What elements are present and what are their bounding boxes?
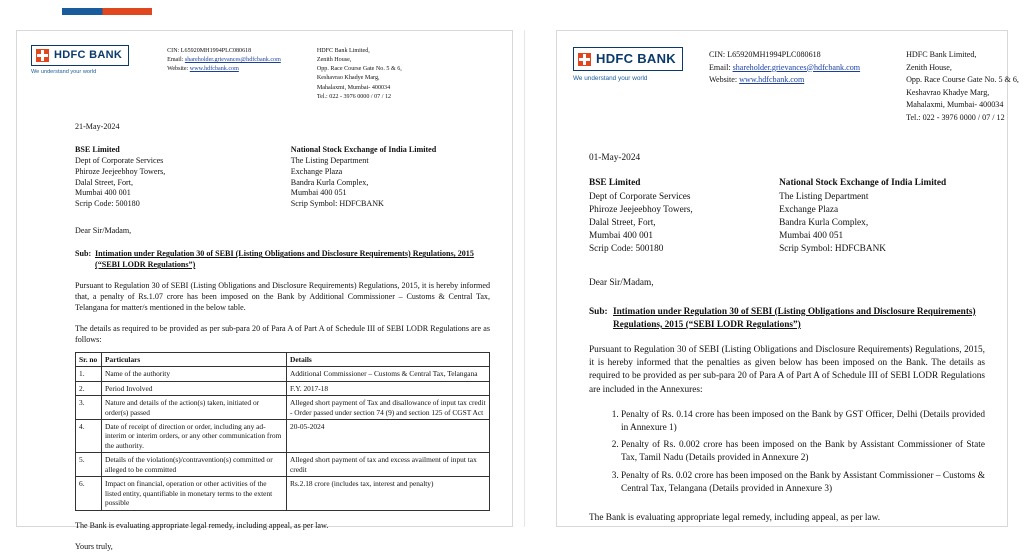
sign-off: Yours truly,: [75, 541, 113, 551]
addressee-left-name: BSE Limited: [589, 178, 641, 189]
table-row: [76, 367, 490, 381]
cell-details: Alleged short payment of tax and excess availment of input tax credit: [287, 453, 490, 477]
address-line: Mahalaxmi, Mumbai- 400034: [906, 100, 1004, 110]
website-line: [709, 74, 860, 87]
addressee-block: [589, 177, 985, 256]
address-line: Zenith House,: [316, 57, 352, 64]
letterhead-right: [557, 31, 1019, 124]
list-item: 2. Penalty of Rs. 0.002 crore has been imposed on the Bank by Assistant Commissioner of State Tax, Tamil Nadu (Details provided in Annexure 2): [621, 439, 985, 465]
website-label: Website:: [708, 75, 738, 85]
col-header-details: Details: [287, 352, 490, 366]
paragraph-2: The details as required to be provided as per sub-para 20 of Para A of Part A of Schedule III of SEBI LODR Regulations are as follows:: [75, 323, 490, 344]
addressee-left-line: Dept of Corporate Services: [75, 155, 164, 165]
cell-details: Rs.2.18 crore (includes tax, interest and penalty): [287, 477, 490, 510]
subject-line-2: (“SEBI LODR Regulations”): [95, 260, 196, 270]
top-accent-bar: [62, 8, 152, 15]
letterhead-address: [317, 45, 402, 102]
cell-particulars: Details of the violation(s)/contravention(s) committed or alleged to be committed: [102, 453, 287, 477]
hdfc-logo: [31, 45, 129, 76]
list-item: 1. Penalty of Rs. 0.14 crore has been imposed on the Bank by GST Officer, Delhi (Details provided in Annexure 1): [621, 409, 985, 435]
address-line: Tel.: 022 - 3976 0000 / 07 / 12: [906, 112, 1005, 122]
table-header-row: [76, 352, 490, 366]
email-link[interactable]: shareholder.grievances@hdfcbank.com: [184, 57, 281, 64]
cell-particulars: Period Involved: [102, 381, 287, 395]
details-table: [75, 352, 490, 511]
addressee-block: [75, 145, 490, 211]
scrip-code: Scrip Code: 500180: [589, 244, 664, 255]
email-label: Email:: [708, 62, 731, 72]
letterhead-left: [17, 31, 512, 102]
paragraph-1: Pursuant to Regulation 30 of SEBI (Listing Obligations and Disclosure Requirements) Regulations, 2015, it is hereby informed that the penalties as given below has been imposed on the Bank. The details as required to be provided as per sub-para 20 of Para A of Part A of Schedule III of SEBI LODR Regulations are included in the Annexures:: [589, 345, 985, 395]
addressee-right-line: Bandra Kurla Complex,: [779, 217, 869, 228]
letterhead-contact: [709, 47, 860, 87]
cell-particulars: Impact on financial, operation or other activities of the listed entity, quantifiable in monetary terms to the extent possible: [102, 477, 287, 510]
addressee-right-line: Mumbai 400 051: [290, 188, 347, 198]
addressee-left-line: Mumbai 400 001: [75, 188, 131, 198]
letter-date: 21-May-2024: [75, 121, 120, 131]
cell-sr: 1.: [76, 367, 102, 381]
subject-block: [589, 306, 985, 332]
hdfc-logo: [573, 47, 683, 84]
letter-date: 01-May-2024: [589, 153, 641, 164]
cell-sr: 6.: [76, 477, 102, 510]
addressee-right-name: National Stock Exchange of India Limited: [779, 178, 947, 189]
pane-divider: [524, 30, 525, 527]
subject-label: Sub:: [75, 249, 92, 259]
scrip-symbol: Scrip Symbol: HDFCBANK: [290, 199, 384, 209]
col-header-sr: Sr. no: [76, 352, 102, 366]
addressee-right-name: National Stock Exchange of India Limited: [290, 144, 437, 154]
addressee-right-line: The Listing Department: [290, 155, 369, 165]
brand-tagline: We understand your world: [31, 68, 97, 75]
address-line: Opp. Race Course Gate No. 5 & 6,: [906, 75, 1019, 85]
letterhead-address: [906, 47, 1019, 124]
closing-paragraph: The Bank is evaluating appropriate legal remedy, including appeal, as per law.: [75, 520, 329, 530]
address-line: HDFC Bank Limited,: [316, 48, 370, 54]
subject-line-1: Intimation under Regulation 30 of SEBI (Listing Obligations and Disclosure Requirements): [613, 306, 976, 317]
salutation: Dear Sir/Madam,: [589, 277, 654, 288]
table-row: [76, 477, 490, 510]
table-row: [76, 453, 490, 477]
cell-details: Additional Commissioner – Customs & Central Tax, Telangana: [287, 367, 490, 381]
cell-sr: 3.: [76, 396, 102, 420]
cell-particulars: Nature and details of the action(s) taken, initiated or order(s) passed: [102, 396, 287, 420]
website-label: Website:: [167, 66, 189, 73]
cell-sr: 4.: [76, 420, 102, 453]
addressee-left-line: Dalal Street, Fort,: [589, 217, 656, 228]
cell-details: 20-05-2024: [287, 420, 490, 453]
cell-particulars: Date of receipt of direction or order, including any ad-interim or interim orders, or any other communication from the authority.: [102, 420, 287, 453]
addressee-left-line: Phiroze Jeejeebhoy Towers,: [75, 166, 166, 176]
addressee-left-line: Phiroze Jeejeebhoy Towers,: [589, 204, 693, 215]
table-row: [76, 396, 490, 420]
address-line: Zenith House,: [906, 62, 952, 72]
website-line: [167, 65, 281, 74]
salutation: Dear Sir/Madam,: [75, 226, 132, 236]
table-row: [76, 381, 490, 395]
cell-sr: 2.: [76, 381, 102, 395]
hdfc-logo-icon: [578, 53, 591, 66]
annexure-list: [589, 409, 985, 496]
subject-line-1: Intimation under Regulation 30 of SEBI (Listing Obligations and Disclosure Requirements) Regulations, 2015: [95, 249, 474, 259]
subject-block: [75, 249, 490, 271]
address-line: HDFC Bank Limited,: [906, 50, 977, 59]
table-row: [76, 420, 490, 453]
address-line: Tel.: 022 - 3976 0000 / 07 / 12: [316, 93, 392, 100]
website-link[interactable]: www.hdfcbank.com: [739, 75, 805, 85]
col-header-particulars: Particulars: [102, 352, 287, 366]
email-line: [167, 56, 281, 65]
closing-paragraph: The Bank is evaluating appropriate legal remedy, including appeal, as per law.: [589, 512, 881, 523]
address-line: Keshavrao Khadye Marg,: [316, 75, 380, 82]
addressee-right-line: Bandra Kurla Complex,: [290, 177, 369, 187]
document-right[interactable]: [556, 30, 1019, 527]
cell-sr: 5.: [76, 453, 102, 477]
scrip-symbol: Scrip Symbol: HDFCBANK: [779, 244, 887, 255]
addressee-right-line: The Listing Department: [779, 191, 869, 202]
address-line: Opp. Race Course Gate No. 5 & 6,: [316, 66, 402, 73]
addressee-left-line: Dalal Street, Fort,: [75, 177, 133, 187]
email-line: [709, 62, 860, 75]
subject-label: Sub:: [589, 306, 608, 317]
addressee-left-name: BSE Limited: [75, 144, 120, 154]
list-item: 3. Penalty of Rs. 0.02 crore has been imposed on the Bank by Assistant Commissioner – Customs & Central Tax, Telangana (Details provided in Annexure 3): [621, 470, 985, 496]
subject-line-2: Regulations, 2015 (“SEBI LODR Regulations”): [613, 319, 801, 330]
website-link[interactable]: www.hdfcbank.com: [189, 66, 239, 73]
brand-name: HDFC BANK: [596, 51, 676, 66]
brand-tagline: We understand your world: [573, 75, 648, 83]
addressee-right-line: Exchange Plaza: [779, 204, 839, 215]
address-line: Mahalaxmi, Mumbai- 400034: [316, 84, 391, 91]
brand-name: HDFC BANK: [54, 49, 123, 61]
cin-text: CIN: L65920MH1994PLC080618: [708, 50, 821, 59]
paragraph-1: Pursuant to Regulation 30 of SEBI (Listing Obligations and Disclosure Requirements) Regulations, 2015, it is hereby informed that, a penalty of Rs.1.07 crore has been imposed on the Bank by Additional Commissioner – Customs & Central Tax, Telangana for matter/s mentioned in the below table.: [75, 281, 490, 312]
document-left[interactable]: [16, 30, 513, 551]
email-link[interactable]: shareholder.grievances@hdfcbank.com: [732, 62, 861, 72]
email-label: Email:: [167, 57, 184, 64]
scrip-code: Scrip Code: 500180: [75, 199, 140, 209]
cell-details: F.Y. 2017-18: [287, 381, 490, 395]
cell-details: Alleged short payment of Tax and disallowance of input tax credit - Order passed under section 74 (9) and section 125 of CGST Act: [287, 396, 490, 420]
cin-text: CIN: L65920MH1994PLC080618: [167, 48, 252, 54]
address-line: Keshavrao Khadye Marg,: [906, 87, 990, 97]
addressee-right-line: Mumbai 400 051: [779, 231, 844, 242]
letterhead-contact: [167, 45, 281, 74]
hdfc-logo-icon: [36, 49, 49, 62]
addressee-right-line: Exchange Plaza: [290, 166, 343, 176]
cell-particulars: Name of the authority: [102, 367, 287, 381]
addressee-left-line: Mumbai 400 001: [589, 231, 654, 242]
addressee-left-line: Dept of Corporate Services: [589, 191, 691, 202]
